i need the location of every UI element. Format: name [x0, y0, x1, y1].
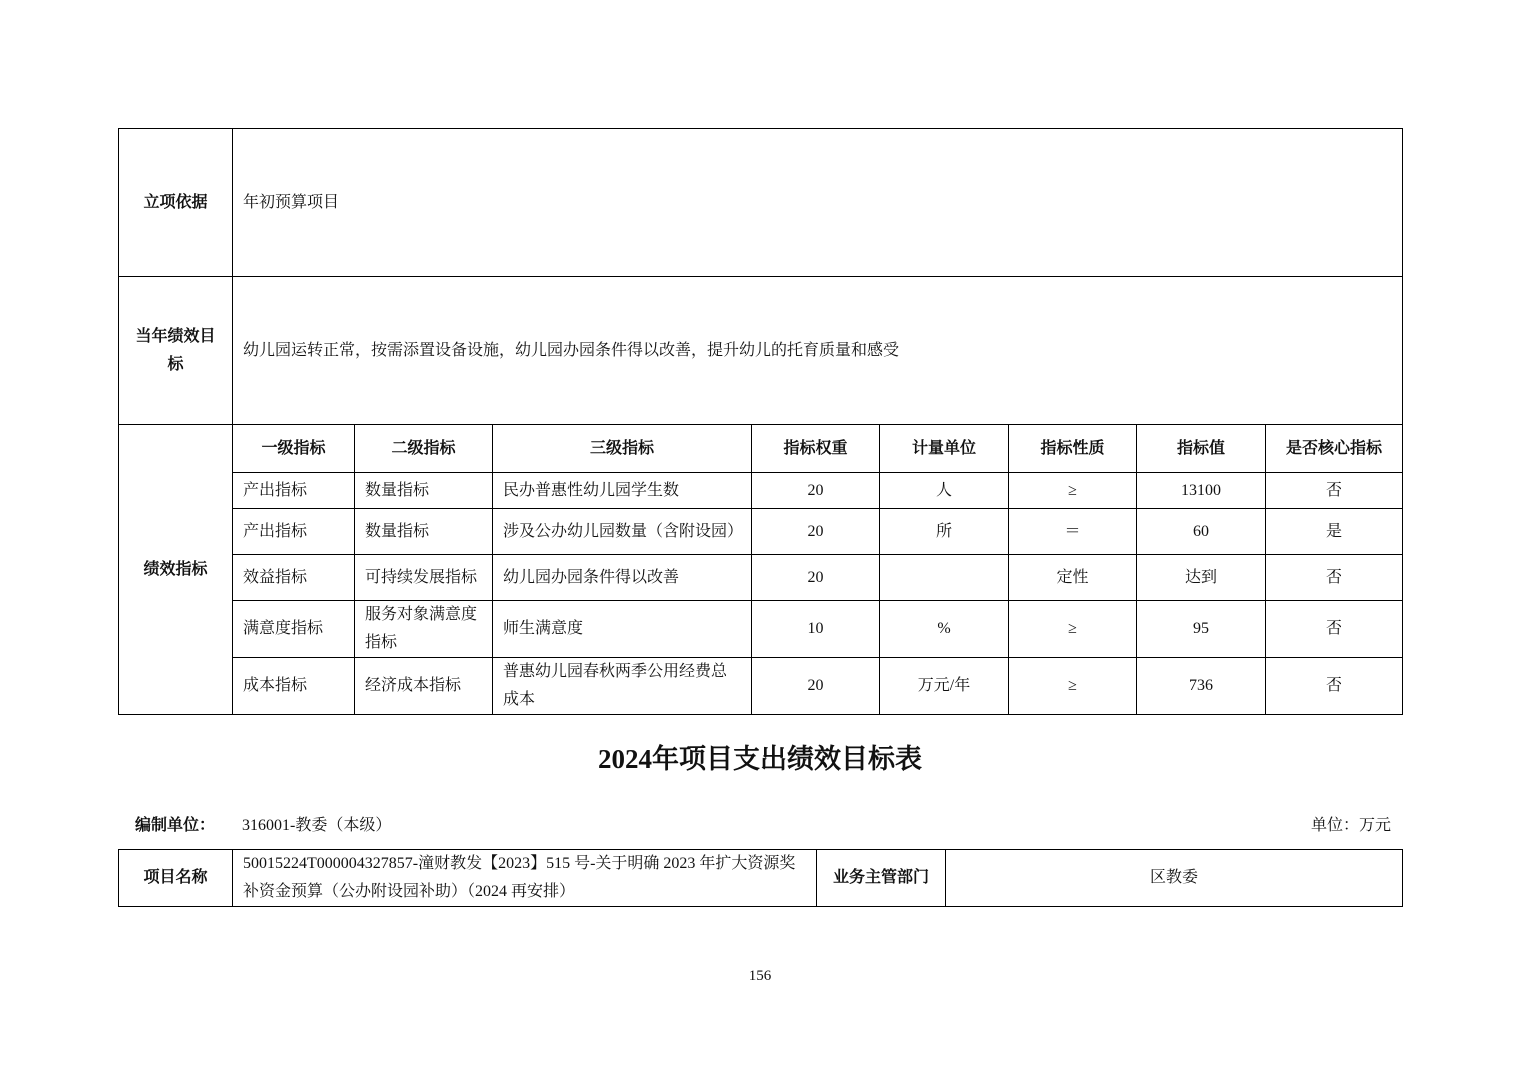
indicator-level3: 师生满意度: [493, 601, 752, 658]
indicator-weight: 20: [752, 509, 880, 555]
indicator-row: [119, 601, 1403, 658]
indicator-value: 95: [1137, 601, 1266, 658]
indicator-row: [119, 658, 1403, 715]
indicator-level3: 民办普惠性幼儿园学生数: [493, 473, 752, 509]
project-name-label: 项目名称: [119, 850, 233, 907]
indicator-nature: ≥: [1009, 601, 1137, 658]
indicator-unit: 所: [880, 509, 1009, 555]
indicator-weight: 20: [752, 658, 880, 715]
indicator-level2: 数量指标: [355, 473, 493, 509]
indicator-unit: [880, 555, 1009, 601]
indicator-nature: ≥: [1009, 658, 1137, 715]
indicator-unit: 万元/年: [880, 658, 1009, 715]
header-level3: 三级指标: [493, 425, 752, 473]
indicator-nature: 定性: [1009, 555, 1137, 601]
annual-goal-row: [119, 277, 1403, 425]
indicator-level1: 产出指标: [233, 473, 355, 509]
indicator-unit: %: [880, 601, 1009, 658]
indicator-weight: 20: [752, 473, 880, 509]
indicator-level3: 普惠幼儿园春秋两季公用经费总成本: [503, 663, 728, 708]
indicator-core: 否: [1266, 601, 1403, 658]
header-unit: 计量单位: [880, 425, 1009, 473]
header-level2: 二级指标: [355, 425, 493, 473]
indicator-value: 60: [1137, 509, 1266, 555]
indicator-core: 否: [1266, 473, 1403, 509]
indicator-value: 13100: [1137, 473, 1266, 509]
indicator-header-row: [119, 425, 1403, 473]
indicator-level1: 满意度指标: [233, 601, 355, 658]
project-table: [118, 849, 1403, 907]
performance-table: [118, 128, 1403, 715]
annual-goal-label: 当年绩效目标: [135, 327, 216, 373]
indicator-level1: 成本指标: [233, 658, 355, 715]
indicator-nature: ≥: [1009, 473, 1137, 509]
indicator-level1: 效益指标: [233, 555, 355, 601]
indicator-core: 否: [1266, 658, 1403, 715]
header-core: 是否核心指标: [1266, 425, 1403, 473]
page-number: 156: [748, 968, 772, 984]
org-label: 编制单位：: [135, 817, 216, 834]
indicator-value: 达到: [1137, 555, 1266, 601]
indicator-level2: 服务对象满意度指标: [365, 606, 478, 651]
indicator-weight: 20: [752, 555, 880, 601]
indicator-value: 736: [1137, 658, 1266, 715]
department-value: 区教委: [946, 850, 1403, 907]
header-level1: 一级指标: [233, 425, 355, 473]
indicator-row: [119, 473, 1403, 509]
indicator-level2: 可持续发展指标: [355, 555, 493, 601]
indicator-weight: 10: [752, 601, 880, 658]
indicator-level2: 经济成本指标: [355, 658, 493, 715]
indicators-label: 绩效指标: [119, 425, 233, 715]
annual-goal-value: 幼儿园运转正常，按需添置设备设施，幼儿园办园条件得以改善，提升幼儿的托育质量和感受: [233, 277, 1403, 425]
basis-label: 立项依据: [119, 129, 233, 277]
indicator-nature: ＝: [1009, 509, 1137, 555]
indicator-core: 否: [1266, 555, 1403, 601]
project-name: 50015224T000004327857-潼财教发【2023】515 号-关于明确 2023 年扩大资源奖补资金预算（公办附设园补助）（2024 再安排）: [233, 850, 817, 907]
header-weight: 指标权重: [752, 425, 880, 473]
indicator-level3: 涉及公办幼儿园数量（含附设园）: [493, 509, 752, 555]
indicator-level3-cell: [493, 658, 752, 715]
indicator-level2-cell: [355, 601, 493, 658]
document-title: 2024年项目支出绩效目标表: [598, 744, 922, 774]
basis-row: [119, 129, 1403, 277]
indicator-unit: 人: [880, 473, 1009, 509]
department-label: 业务主管部门: [817, 850, 946, 907]
annual-goal-label-cell: [119, 277, 233, 425]
header-nature: 指标性质: [1009, 425, 1137, 473]
indicator-core: 是: [1266, 509, 1403, 555]
indicator-row: [119, 509, 1403, 555]
header-value: 指标值: [1137, 425, 1266, 473]
org-value: 316001-教委（本级）: [242, 817, 392, 834]
indicator-level1: 产出指标: [233, 509, 355, 555]
project-row: [119, 850, 1403, 907]
indicator-level2: 数量指标: [355, 509, 493, 555]
indicator-row: [119, 555, 1403, 601]
indicator-level3: 幼儿园办园条件得以改善: [493, 555, 752, 601]
basis-value: 年初预算项目: [233, 129, 1403, 277]
unit-note: 单位：万元: [1310, 817, 1391, 834]
